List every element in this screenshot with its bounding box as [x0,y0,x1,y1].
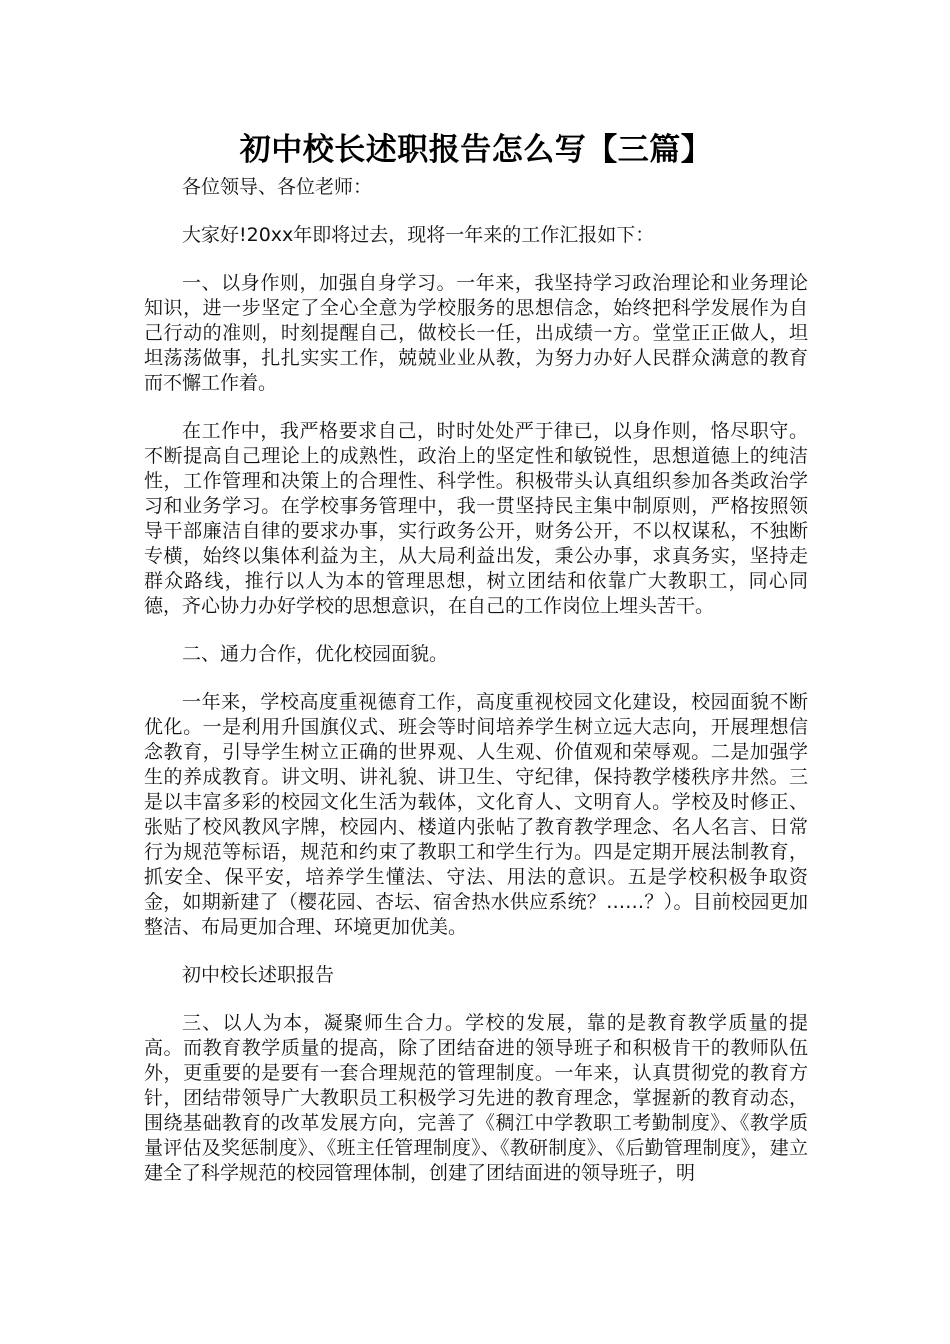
body-paragraph: 一年来，学校高度重视德育工作，高度重视校园文化建设，校园面貌不断优化。一是利用升国旗仪式、班会等时间培养学生树立远大志向，开展理想信念教育，引导学生树立正确的世界观、人生观、价值观和荣辱观。二是加强学生的养成教育。讲文明、讲礼貌、讲卫生、守纪律，保持教学楼秩序井然。三是以丰富多彩的校园文化生活为载体，文化育人、文明育人。学校及时修正、张贴了校风教风字牌，校园内、楼道内张帖了教育教学理念、名人名言、日常行为规范等标语，规范和约束了教职工和学生行为。四是定期开展法制教育，抓安全、保平安，培养学生懂法、守法、用法的意识。五是学校积极争取资金，如期新建了（樱花园、杏坛、宿舍热水供应系统？……？）。目前校园更加整洁、布局更加合理、环境更加优美。 [144,691,808,938]
document-page [144,128,808,1209]
document-title: 初中校长述职报告怎么写【三篇】 [239,132,713,168]
body-paragraph: 在工作中，我严格要求自己，时时处处严于律已，以身作则，恪尽职守。不断提高自己理论上的成熟性，政治上的坚定性和敏锐性，思想道德上的纯洁性，工作管理和决策上的合理性、科学性。积极带头认真组织参加各类政治学习和业务学习。在学校事务管理中，我一贯坚持民主集中制原则，严格按照领导干部廉洁自律的要求办事，实行政务公开，财务公开，不以权谋私，不独断专横，始终以集体利益为主，从大局利益出发，秉公办事，求真务实，坚持走群众路线，推行以人为本的管理思想，树立团结和依靠广大教职工，同心同德，齐心协力办好学校的思想意识，在自己的工作岗位上埋头苦干。 [144,420,808,617]
body-paragraph: 一、以身作则，加强自身学习。一年来，我坚持学习政治理论和业务理论知识，进一步坚定了全心全意为学校服务的思想信念，始终把科学发展作为自己行动的准则，时刻提醒自己，做校长一任，出成绩一方。堂堂正正做人，坦坦荡荡做事，扎扎实实工作，兢兢业业从教，为努力办好人民群众满意的教育而不懈工作着。 [144,272,808,394]
opening-paragraph: 大家好!20xx年即将过去，现将一年来的工作汇报如下： [182,224,655,246]
greeting-paragraph: 各位领导、各位老师： [182,176,373,198]
section-heading: 二、通力合作，优化校园面貌。 [182,643,449,665]
section-label: 初中校长述职报告 [182,964,335,986]
body-paragraph: 三、以人为本，凝聚师生合力。学校的发展，靠的是教育教学质量的提高。而教育教学质量的提高，除了团结奋进的领导班子和积极肯干的教师队伍外，更重要的是要有一套合理规范的管理制度。一年来，认真贯彻党的教育方针，团结带领导广大教职员工积极学习先进的教育理念，掌握新的教育动态，围绕基础教育的改革发展方向，完善了《稠江中学教职工考勤制度》、《教学质量评估及奖惩制度》、《班主任管理制度》、《教研制度》、《后勤管理制度》，建立建全了科学规范的校园管理体制，创建了团结面进的领导班子，明 [144,1012,808,1184]
